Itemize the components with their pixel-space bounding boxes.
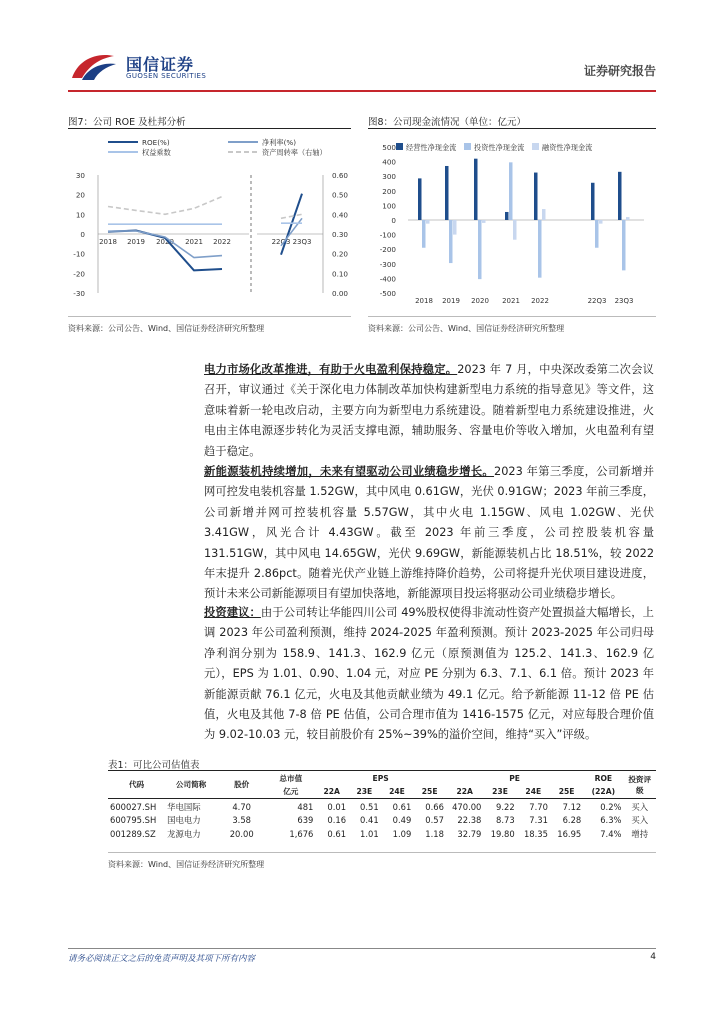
x-axis-tick-label: 2018: [99, 238, 117, 246]
y-axis-tick-label: 500: [382, 143, 396, 152]
paragraph-lead: 电力市场化改革推进，有助于火电盈利保持稳定。: [204, 363, 458, 376]
col-year: 22A: [323, 786, 340, 796]
cell-eps: 0.01: [327, 801, 347, 812]
cell-eps: 0.51: [360, 801, 379, 812]
cell-pe: 22.38: [457, 814, 482, 825]
cell-roe: 6.3%: [600, 814, 622, 825]
bar-3: [626, 217, 630, 220]
figure8-source: 资料来源：公司公告、Wind、国信证券经济研究所整理: [368, 324, 565, 333]
cell-pe: 16.95: [557, 828, 582, 839]
x-axis-tick-label: 2019: [127, 238, 145, 246]
x-axis-tick-label: 22Q3: [587, 297, 607, 305]
legend-label: 融资性净现金流: [542, 143, 593, 152]
cell-pe: 470.00: [452, 801, 482, 812]
cell-eps: 0.57: [425, 814, 444, 825]
bar-2: [622, 220, 626, 270]
y-axis-tick-label: -200: [379, 245, 396, 255]
bar-1: [618, 172, 622, 220]
series-line-4: [281, 214, 302, 218]
cell-roe: 7.4%: [600, 828, 622, 839]
cell-rating: 买入: [631, 801, 649, 812]
legend-swatch: [532, 143, 539, 150]
col-year: 23E: [492, 786, 508, 796]
legend-swatch: [464, 143, 471, 150]
x-axis-tick-label: 23Q3: [614, 297, 634, 305]
figure8-source-rule: [368, 316, 656, 317]
cell-eps: 1.09: [392, 828, 412, 839]
col-rating: 投资评级: [628, 774, 652, 795]
paragraph-new-energy: [204, 462, 654, 605]
left-axis-tick-label: 10: [75, 210, 85, 220]
col-mcap-unit: 亿元: [283, 786, 299, 796]
left-axis-tick-label: 0: [80, 230, 85, 239]
figure8-title-rule: [368, 128, 656, 129]
table-row: [108, 798, 656, 813]
cell-pe: 8.73: [496, 814, 515, 825]
footer-divider: [68, 948, 656, 949]
bar-3: [453, 220, 457, 235]
table1-top-rule: [108, 770, 656, 771]
col-eps: EPS: [372, 774, 389, 783]
left-axis-tick-label: -30: [73, 289, 85, 298]
paragraph-lead: 投资建议：: [204, 606, 261, 619]
bar-2: [478, 220, 482, 279]
bar-3: [482, 220, 486, 223]
cell-pe: 7.31: [529, 814, 548, 825]
x-axis-tick-label: 2020: [156, 238, 174, 246]
bar-1: [505, 212, 509, 220]
bar-1: [534, 173, 538, 220]
y-axis-tick-label: -500: [379, 289, 396, 298]
col-year: 23E: [356, 786, 373, 796]
report-header: [68, 48, 656, 90]
cell-name: 华电国际: [167, 801, 201, 812]
bar-2: [595, 220, 599, 248]
col-price: 股价: [234, 780, 250, 790]
legend-label: 投资性净现金流: [474, 143, 525, 152]
bar-2: [538, 220, 542, 278]
cell-price: 3.58: [232, 814, 251, 825]
col-year: 24E: [389, 786, 405, 796]
bar-1: [445, 166, 449, 220]
legend-label: 净利率(%): [262, 138, 297, 147]
cell-rating: 增持: [631, 828, 649, 839]
figure8-title: 图8：公司现金流情况（单位：亿元）: [368, 117, 527, 128]
cell-pe: 18.35: [523, 828, 548, 839]
col-year: 25E: [421, 786, 438, 796]
x-axis-tick-label: 2022: [531, 297, 549, 305]
right-axis-tick-label: 0.10: [332, 269, 349, 279]
y-axis-tick-label: 400: [382, 157, 396, 167]
logo-text-en: GUOSEN SECURITIES: [126, 72, 207, 80]
bar-3: [426, 220, 430, 224]
figure7-source-rule: [68, 316, 351, 317]
cell-mcap: 481: [297, 801, 314, 812]
col-year: 22A: [456, 786, 473, 796]
report-type: 证券研究报告: [583, 64, 656, 78]
cell-pe: 6.28: [562, 814, 582, 825]
cell-eps: 0.41: [360, 814, 379, 825]
cell-pe: 32.79: [457, 828, 482, 839]
y-axis-tick-label: 200: [382, 186, 396, 196]
right-axis-tick-label: 0.30: [332, 230, 349, 239]
bar-3: [513, 220, 517, 240]
figure7-source: 资料来源：公司公告、Wind、国信证券经济研究所整理: [68, 324, 265, 333]
legend-label: 资产周转率（右轴）: [262, 148, 327, 157]
table1-source: 资料来源：Wind、国信证券经济研究所整理: [108, 860, 265, 869]
table-row: [108, 813, 656, 827]
left-axis-tick-label: 20: [75, 190, 85, 200]
figure7-title: 图7：公司 ROE 及杜邦分析: [68, 117, 186, 128]
y-axis-tick-label: 0: [391, 216, 396, 225]
cell-eps: 1.01: [360, 828, 379, 839]
table-header-row: [108, 772, 656, 785]
x-axis-tick-label: 23Q3: [292, 238, 312, 246]
page-number: 4: [650, 952, 656, 962]
cell-name: 龙源电力: [167, 828, 201, 839]
col-mcap: 总市值: [279, 774, 303, 783]
cell-pe: 19.80: [490, 828, 515, 839]
paragraph-body: 2023 年第三季度，公司新增并网可控发电装机容量 1.52GW，其中风电 0.61GW，光伏 0.91GW；2023 年前三季度，公司新增并网可控装机容量 5.57GW，其中火电 1.15GW、风电 1.02GW、光伏 3.41GW，风光合计 4.43GW。截至 2023 年前三季度，公司控股装机容量 131.51GW，其中风电 14.65GW，光伏 9.69GW，新能源装机占比 18.51%，较 2022 年末提升 2.86pct。随着光伏产业链上游维持降价趋势，公司将提升光伏项目建设进度，预计未来公司新能源项目有望加快落地，新能源项目投运将驱动公司业绩稳步增长。: [204, 465, 654, 601]
cell-mcap: 639: [297, 814, 314, 825]
col-name: 公司简称: [175, 780, 207, 790]
figure7-title-rule: [68, 128, 351, 129]
bar-1: [591, 183, 595, 220]
valuation-table: [108, 772, 656, 841]
bar-3: [599, 220, 603, 224]
guosen-logo-icon: [68, 50, 118, 82]
cell-eps: 0.16: [327, 814, 347, 825]
bar-2: [449, 220, 453, 263]
left-axis-tick-label: -20: [73, 269, 85, 279]
footer-disclaimer: 请务必阅读正文之后的免责声明及其项下所有内容: [68, 954, 256, 964]
right-axis-tick-label: 0.50: [332, 190, 349, 200]
table-row: [108, 827, 656, 841]
paragraph-body: 由于公司转让华能四川公司 49%股权使得非流动性资产处置损益大幅增长，上调 2023 年公司盈利预测，维持 2024-2025 年盈利预测。预计 2023-2025 年公司归母净利润分别为 158.9、141.3、162.9 亿元（原预测值为 125.2、141.3、162.9 亿元），EPS 为 1.01、0.90、1.04 元，对应 PE 分别为 6.3、7.1、6.1 倍。预计 2023 年新能源贡献 76.1 亿元，火电及其他贡献业绩为 49.1 亿元。给予新能源 11-12 倍 PE 估值，火电及其他 7-8 倍 PE 估值，公司合理市值为 1416-1575 亿元，对应每股合理价值为 9.02-10.03 元，较目前股价有 25%~39%的溢价空间，维持“买入”评级。: [204, 606, 654, 742]
right-axis-tick-label: 0.00: [332, 289, 349, 298]
table1-title: 表1：可比公司估值表: [108, 760, 200, 771]
cell-roe: 0.2%: [600, 801, 622, 812]
col-pe: PE: [509, 774, 520, 783]
cell-pe: 7.70: [529, 801, 548, 812]
cell-name: 国电电力: [167, 814, 201, 825]
bar-2: [509, 162, 513, 220]
legend-label: 经营性净现金流: [406, 143, 457, 152]
header-divider: [68, 90, 656, 92]
cell-eps: 1.18: [425, 828, 444, 839]
x-axis-tick-label: 22Q3: [271, 238, 291, 246]
logo-text-cn: 国信证券: [126, 55, 195, 74]
x-axis-tick-label: 2021: [185, 238, 203, 246]
cell-price: 20.00: [229, 828, 254, 839]
x-axis-tick-label: 2020: [471, 297, 489, 305]
legend-label: ROE(%): [142, 138, 170, 147]
bar-1: [474, 159, 478, 220]
x-axis-tick-label: 2018: [415, 297, 433, 305]
cashflow-chart: [368, 133, 656, 313]
paragraph-lead: 新能源装机持续增加，未来有望驱动公司业绩稳步增长。: [204, 465, 495, 478]
legend-label: 权益乘数: [142, 148, 171, 157]
bar-3: [542, 209, 546, 220]
y-axis-tick-label: -400: [379, 274, 396, 284]
table1-bottom-rule: [108, 852, 656, 853]
x-axis-tick-label: 2021: [502, 297, 520, 305]
col-code: 代码: [128, 780, 145, 790]
left-axis-tick-label: -10: [73, 249, 85, 259]
col-year: 24E: [525, 786, 542, 796]
y-axis-tick-label: 100: [382, 201, 396, 211]
cell-code: 600795.SH: [110, 814, 157, 825]
left-axis-tick-label: 30: [75, 171, 85, 180]
paragraph-power-reform: [204, 360, 654, 462]
right-axis-tick-label: 0.20: [332, 249, 349, 259]
cell-mcap: 1,676: [289, 828, 314, 839]
y-axis-tick-label: -100: [379, 230, 396, 240]
x-axis-tick-label: 2019: [442, 297, 460, 305]
cell-eps: 0.61: [327, 828, 347, 839]
cell-rating: 买入: [631, 814, 649, 825]
y-axis-tick-label: -300: [379, 259, 396, 269]
y-axis-tick-label: 300: [382, 172, 396, 182]
col-roe-sub: (22A): [591, 786, 616, 796]
paragraph-investment-advice: [204, 603, 654, 746]
bar-2: [422, 220, 426, 248]
x-axis-tick-label: 2022: [213, 238, 231, 246]
legend-swatch: [396, 143, 403, 150]
cell-code: 001289.SZ: [110, 828, 156, 839]
paragraph-body: 2023 年 7 月，中央深改委第二次会议召开，审议通过《关于深化电力体制改革加快构建新型电力系统的指导意见》等文件，这意味着新一轮电改启动，主要方向为新型电力系统建设。随着新型电力系统建设推进，火电由主体电源逐步转化为灵活支撑电源，辅助服务、容量电价等收入增加，火电盈利有望趋于稳定。: [204, 363, 654, 458]
roe-dupont-chart: [68, 133, 351, 313]
cell-pe: 7.12: [562, 801, 582, 812]
cell-price: 4.70: [232, 801, 251, 812]
cell-code: 600027.SH: [110, 801, 157, 812]
col-roe: ROE: [594, 774, 613, 783]
series-line-4: [108, 197, 222, 215]
cell-eps: 0.49: [392, 814, 412, 825]
col-year: 25E: [558, 786, 575, 796]
right-axis-tick-label: 0.40: [332, 210, 349, 220]
cell-pe: 9.22: [496, 801, 515, 812]
bar-1: [418, 178, 422, 220]
cell-eps: 0.66: [425, 801, 444, 812]
right-axis-tick-label: 0.60: [332, 171, 349, 180]
cell-eps: 0.61: [392, 801, 412, 812]
